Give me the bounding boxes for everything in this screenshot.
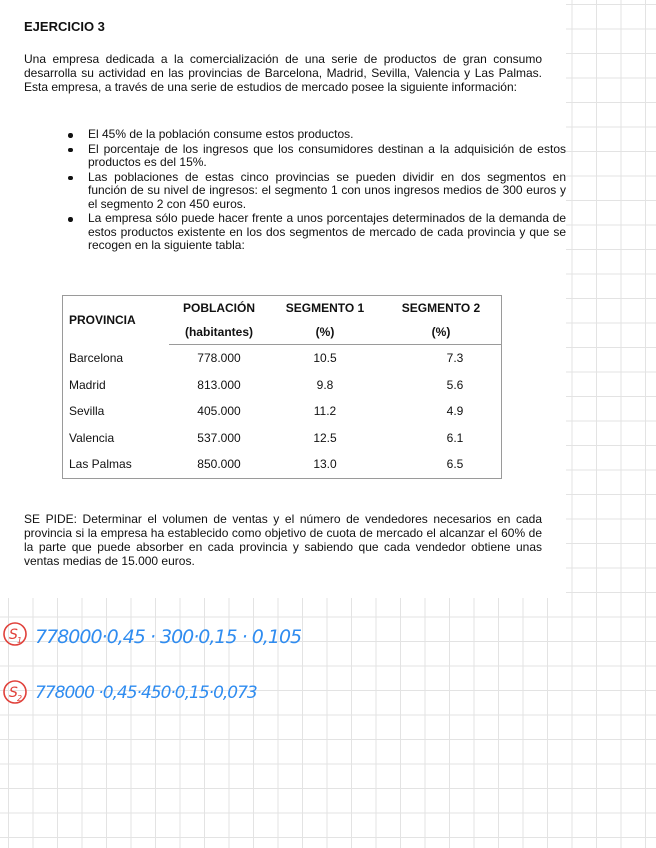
table-row: [63, 398, 502, 425]
header-segmento-2-unit: (%): [381, 320, 502, 345]
handwritten-notes: [0, 604, 340, 714]
cell-provincia: Sevilla: [69, 404, 105, 419]
header-poblacion-unit: (habitantes): [169, 320, 269, 345]
info-list: [64, 128, 566, 254]
cell-segmento-1: 10.5: [313, 351, 337, 366]
cell-poblacion: 405.000: [197, 404, 241, 419]
table-row: [63, 372, 502, 399]
list-item: La empresa sólo puede hacer frente a unos porcentajes determinados de la demanda de estos productos existente en los dos segmentos de mercado de cada provincia y que se recogen en la siguiente tabla:: [88, 211, 566, 252]
cell-provincia: Madrid: [69, 377, 106, 392]
cell-segmento-2: 4.9: [446, 404, 464, 419]
s1-subscript: 1: [17, 636, 23, 645]
s2-formula: 778000 ·0,45·450·0,15·0,073: [35, 683, 257, 703]
s2-subscript: 2: [17, 694, 23, 703]
s2-label: S: [9, 685, 18, 701]
cell-segmento-2: 6.5: [446, 457, 464, 472]
s1-label: S: [9, 627, 18, 643]
header-segmento-1: SEGMENTO 1: [285, 301, 365, 315]
task-paragraph: SE PIDE: Determinar el volumen de ventas y el número de vendedores necesarios en cada provincia si la empresa ha establecido como objetivo de cuota de mercado el alcanzar el 60% de la parte que puede absorber en cada provincia y sabiendo que cada vendedor obtiene unas ventas medias de 15.000 euros.: [24, 512, 542, 568]
cell-segmento-1: 13.0: [313, 457, 337, 472]
table-row: [63, 451, 502, 478]
exercise-title: EJERCICIO 3: [24, 19, 105, 34]
cell-poblacion: 813.000: [197, 377, 241, 392]
cell-poblacion: 850.000: [197, 457, 241, 472]
intro-paragraph: Una empresa dedicada a la comercialización de una serie de productos de gran consumo desarrolla su actividad en las provincias de Barcelona, Madrid, Sevilla, Valencia y Las Palmas. Esta empresa, a través de una serie de estudios de mercado posee la siguiente información:: [24, 52, 542, 94]
cell-provincia: Barcelona: [69, 351, 124, 365]
cell-segmento-2: 6.1: [446, 430, 464, 445]
header-provincia: PROVINCIA: [69, 313, 136, 328]
cell-segmento-1: 11.2: [313, 404, 337, 419]
list-item: Las poblaciones de estas cinco provincias se pueden dividir en dos segmentos en función de su nivel de ingresos: el segmento 1 con unos ingresos medios de 300 euros y el segmento 2 con 450 euros.: [88, 169, 566, 211]
cell-poblacion: 778.000: [197, 351, 241, 366]
table-row: [63, 345, 502, 372]
cell-segmento-1: 12.5: [313, 430, 337, 445]
table-row: [63, 425, 502, 452]
header-poblacion: POBLACIÓN: [183, 301, 255, 315]
cell-poblacion: 537.000: [197, 430, 241, 445]
s1-formula: 778000·0,45 · 300·0,15 · 0,105: [35, 626, 302, 648]
cell-provincia: Las Palmas: [69, 457, 132, 472]
header-segmento-2: SEGMENTO 2: [401, 301, 481, 315]
list-item: El 45% de la población consume estos productos.: [88, 128, 566, 142]
list-item: El porcentaje de los ingresos que los consumidores destinan a la adquisición de estos productos es del 15%.: [88, 141, 566, 169]
province-table: [62, 295, 502, 479]
header-segmento-1-unit: (%): [269, 320, 381, 345]
cell-segmento-2: 5.6: [446, 377, 464, 392]
cell-segmento-1: 9.8: [316, 377, 334, 392]
cell-segmento-2: 7.3: [446, 351, 464, 366]
cell-provincia: Valencia: [69, 430, 115, 445]
